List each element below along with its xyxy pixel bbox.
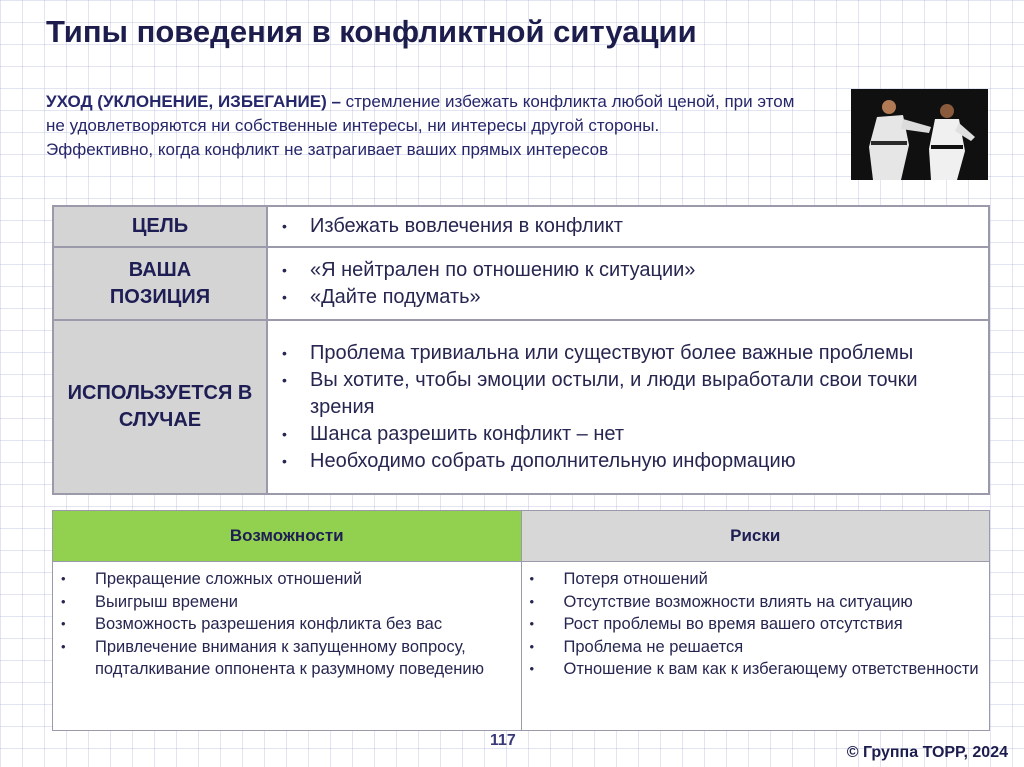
row-usage <box>53 320 989 494</box>
opportunities-header: Возможности <box>53 511 522 562</box>
list-item: • Проблема тривиальна или существуют более важные проблемы <box>282 340 978 367</box>
intro-term: УХОД (УКЛОНЕНИЕ, ИЗБЕГАНИЕ) – <box>46 92 341 111</box>
list-item: • Привлечение внимания к запущенному вопросу, подталкивание оппонента к разумному поведению <box>61 636 513 681</box>
intro-definition: стремление избежать конфликта любой ценой, при этом не удовлетворяются ни собственные интересы, ни интересы другой стороны. <box>46 92 795 135</box>
risks-header: Риски <box>521 511 990 562</box>
list-item: • Проблема не решается <box>530 636 982 659</box>
row-content-goal <box>267 206 989 247</box>
copyright: © Группа ТОРР, 2024 <box>846 744 1008 761</box>
list-item: • Рост проблемы во время вашего отсутствия <box>530 613 982 636</box>
row-content-position <box>267 247 989 321</box>
row-label-position-text: ВАША ПОЗИЦИЯ <box>109 258 211 308</box>
row-content-usage <box>267 320 989 494</box>
list-item: • «Я нейтрален по отношению к ситуации» <box>282 257 978 284</box>
slide-title: Типы поведения в конфликтной ситуации <box>46 14 697 49</box>
list-item: • Вы хотите, чтобы эмоции остыли, и люди выработали свои точки зрения <box>282 367 978 421</box>
row-label-position <box>53 247 267 321</box>
row-label-usage-text: ИСПОЛЬЗУЕТСЯ В СЛУЧАЕ <box>67 382 253 432</box>
risks-list <box>521 562 990 731</box>
opportunities-risks-table <box>52 510 990 731</box>
row-label-goal: ЦЕЛЬ <box>53 206 267 247</box>
opportunities-list <box>53 562 522 731</box>
row-position <box>53 247 989 321</box>
list-item: • Отсутствие возможности влиять на ситуацию <box>530 591 982 614</box>
list-item: • Необходимо собрать дополнительную информацию <box>282 448 978 475</box>
intro-text <box>46 90 806 162</box>
list-item: • Избежать вовлечения в конфликт <box>282 213 978 240</box>
martial-arts-photo <box>851 89 988 180</box>
list-item: • Выигрыш времени <box>61 591 513 614</box>
page-number: 117 <box>490 732 516 749</box>
row-label-usage <box>53 320 267 494</box>
list-item: • Возможность разрешения конфликта без вас <box>61 613 513 636</box>
intro-effective: Эффективно, когда конфликт не затрагивает ваших прямых интересов <box>46 140 609 159</box>
behavior-table <box>52 205 990 495</box>
list-item: • Прекращение сложных отношений <box>61 568 513 591</box>
list-item: • «Дайте подумать» <box>282 284 978 311</box>
photo-illustration <box>851 89 988 180</box>
row-goal <box>53 206 989 247</box>
list-item: • Шанса разрешить конфликт – нет <box>282 421 978 448</box>
list-item: • Потеря отношений <box>530 568 982 591</box>
list-item: • Отношение к вам как к избегающему ответственности <box>530 658 982 681</box>
